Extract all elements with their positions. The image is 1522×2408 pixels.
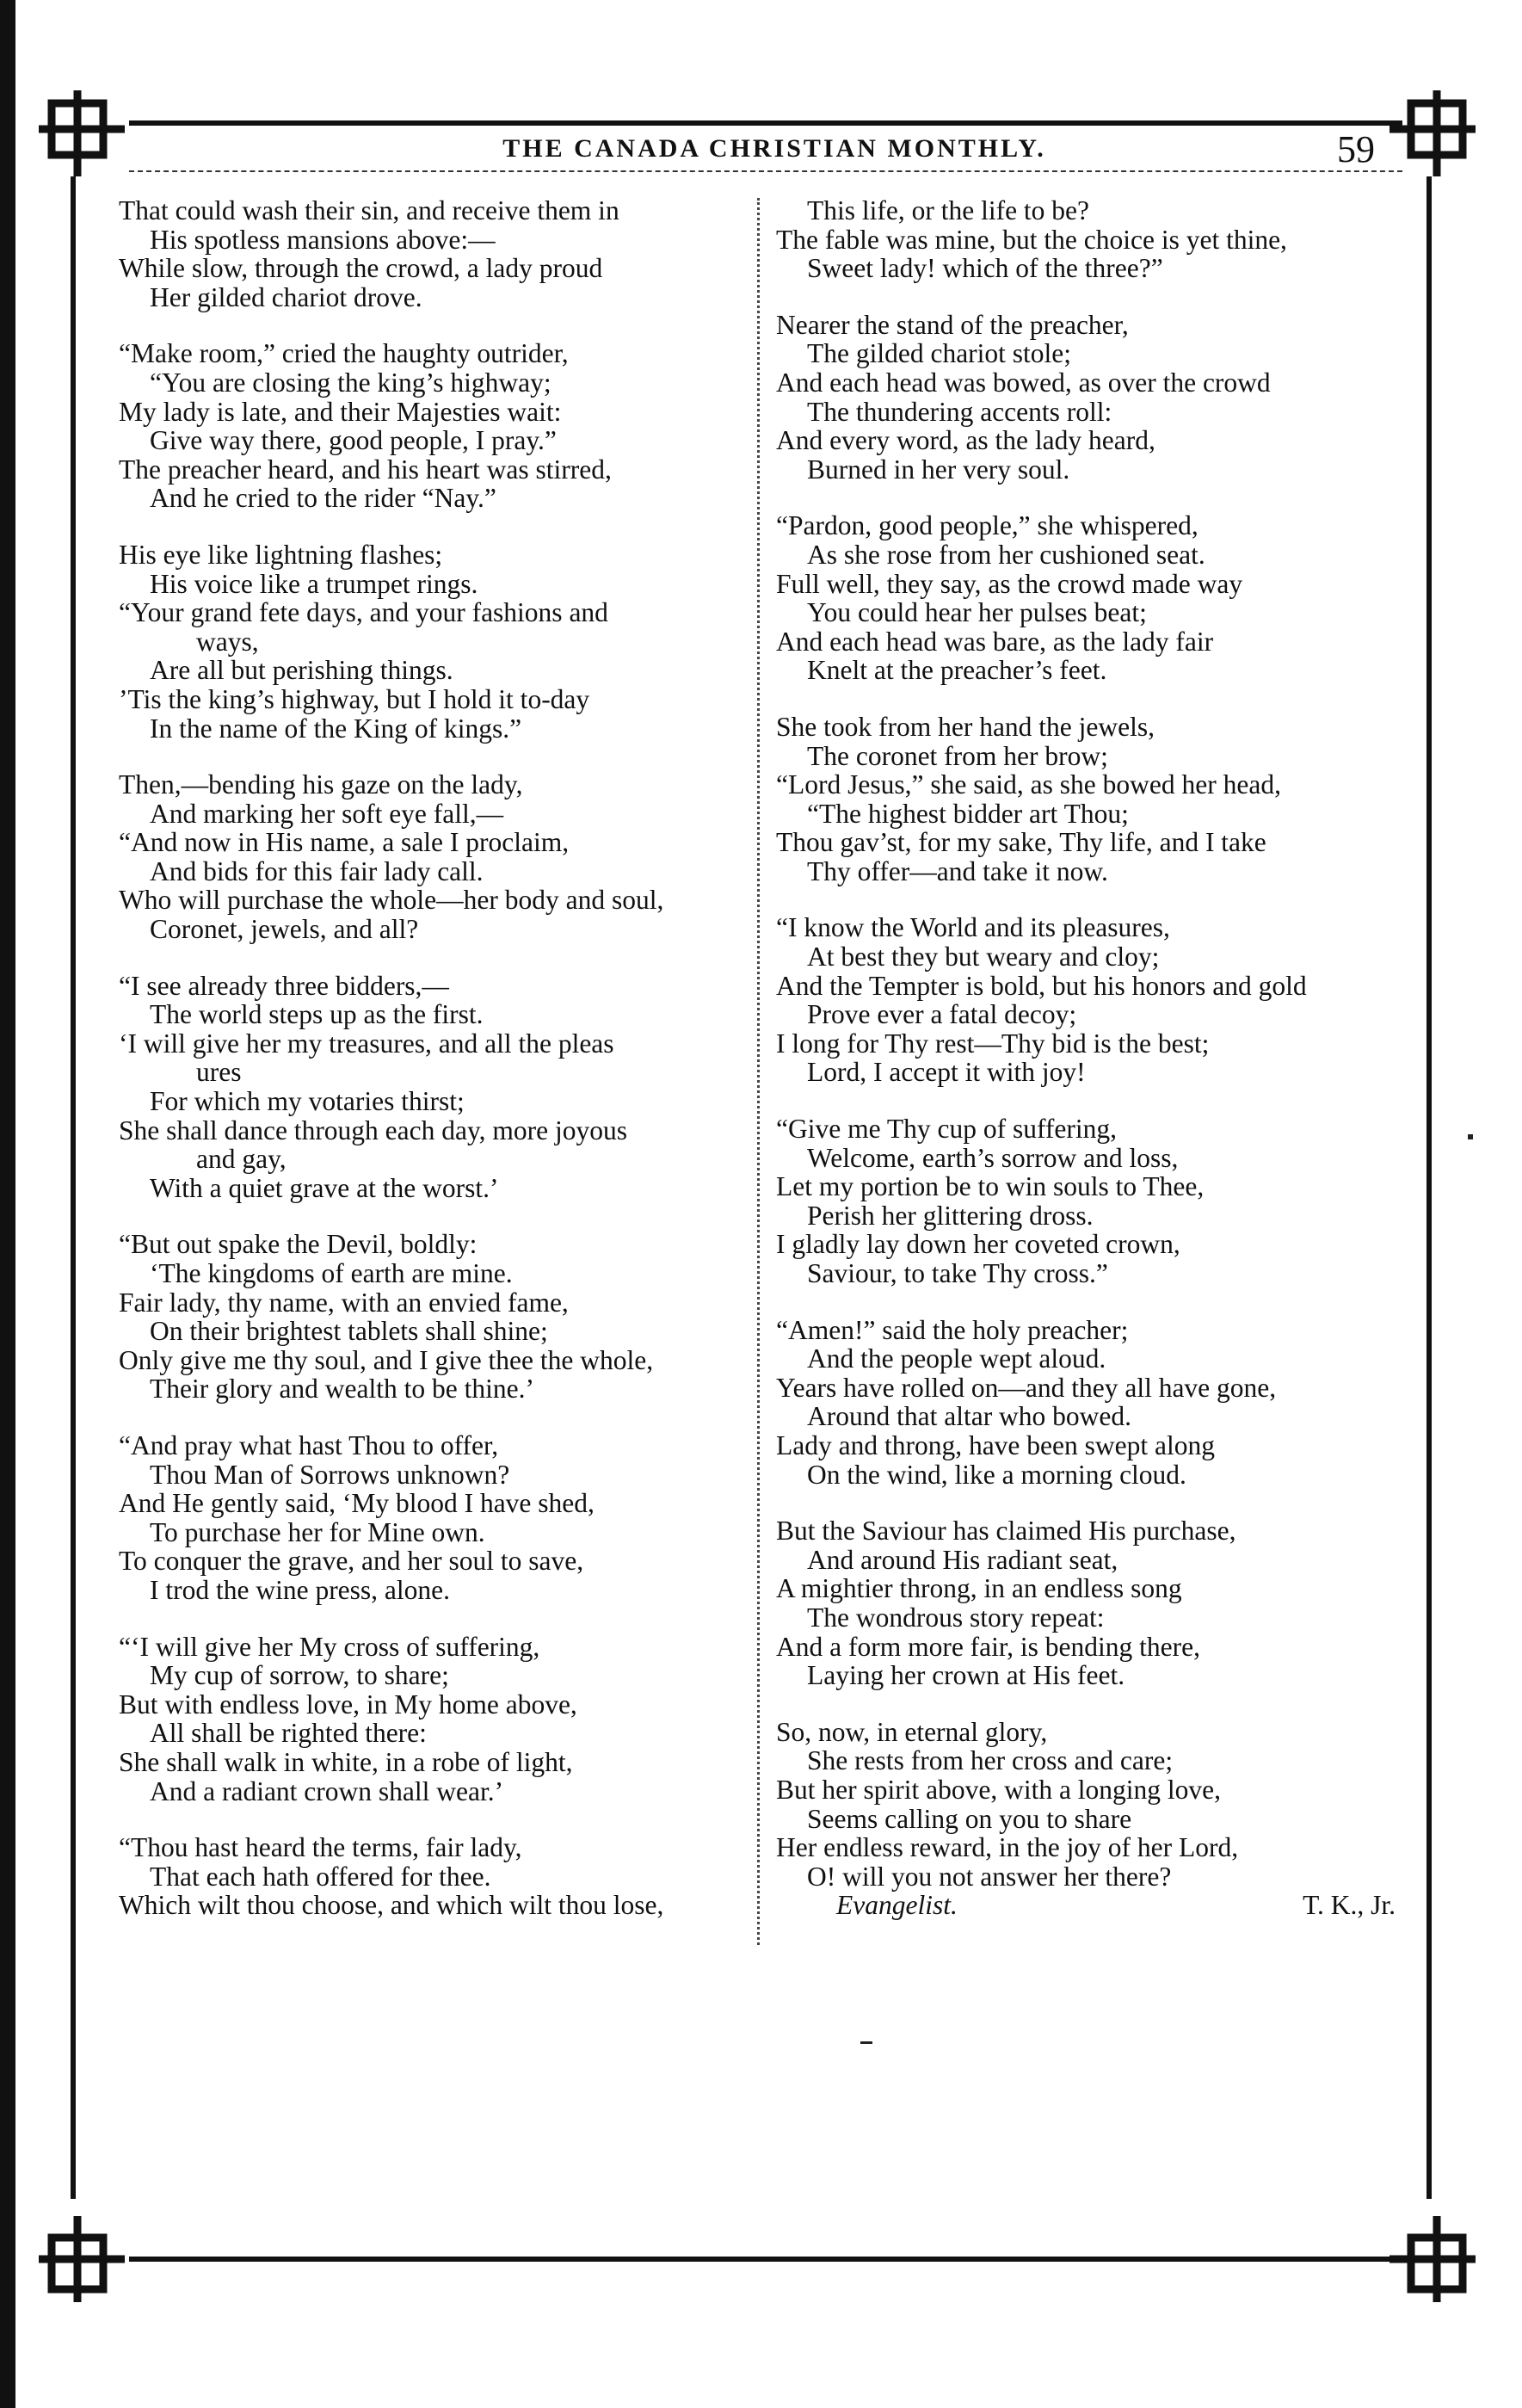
stanza: [776, 511, 1413, 685]
column-divider: [757, 198, 760, 1945]
stanza: [776, 1516, 1413, 1690]
poem-line: Lord, I accept it with joy!: [807, 1057, 1086, 1088]
poem-line: At best they but weary and cloy;: [807, 942, 1160, 972]
poem-line: While slow, through the crowd, a lady proud: [119, 253, 603, 284]
poem-line: “But out spake the Devil, boldly:: [119, 1229, 478, 1260]
poem-line: Full well, they say, as the crowd made way: [776, 568, 1243, 599]
poem-line: Her gilded chariot drove.: [150, 281, 422, 312]
poem-line: My cup of sorrow, to share;: [150, 1660, 449, 1691]
stanza: [119, 1431, 757, 1605]
poem-line: On the wind, like a morning cloud.: [807, 1459, 1186, 1490]
poem-line: That each hath offered for thee.: [150, 1861, 491, 1892]
source-attribution: Evangelist.: [836, 1890, 958, 1921]
stanza: [776, 1718, 1413, 1892]
poem-line: And a form more fair, is bending there,: [776, 1631, 1200, 1662]
poem-line: And around His radiant seat,: [807, 1544, 1118, 1575]
poem-line: All shall be righted there:: [150, 1718, 427, 1749]
poem-line: I gladly lay down her coveted crown,: [776, 1229, 1180, 1260]
running-header: [155, 129, 1394, 170]
poem-line: “Make room,” cried the haughty outrider,: [119, 338, 569, 369]
poem-line: To conquer the grave, and her soul to save,: [119, 1546, 584, 1577]
stanza: [776, 1114, 1413, 1288]
poem-line: Thou Man of Sorrows unknown?: [150, 1459, 510, 1490]
poem-line: With a quiet grave at the worst.’: [150, 1172, 499, 1203]
poem-line: Saviour, to take Thy cross.”: [807, 1258, 1108, 1288]
stanza: [776, 311, 1413, 485]
stray-mark: [860, 2041, 872, 2044]
poem-line: “Amen!” said the holy preacher;: [776, 1314, 1129, 1345]
page-number: 59: [1337, 128, 1375, 170]
frame-bottom-line: [129, 2257, 1402, 2262]
poem-line: That could wash their sin, and receive them in: [119, 195, 619, 225]
poem-line: His spotless mansions above:—: [150, 224, 496, 255]
poem-line: “I know the World and its pleasures,: [776, 912, 1170, 943]
poem-line: Coronet, jewels, and all?: [150, 914, 419, 945]
poem-line: Burned in her very soul.: [807, 454, 1070, 485]
poem-line: The preacher heard, and his heart was stirred,: [119, 454, 612, 485]
poem-line: She took from her hand the jewels,: [776, 711, 1155, 742]
poem-line: Knelt at the preacher’s feet.: [807, 655, 1107, 686]
poem-line: His eye like lightning flashes;: [119, 539, 443, 570]
poem-line: As she rose from her cushioned seat.: [807, 539, 1205, 570]
poem-line: And every word, as the lady heard,: [776, 425, 1155, 456]
stanza: [776, 913, 1413, 1087]
poem-line: “The highest bidder art Thou;: [807, 798, 1129, 829]
poem-line: O! will you not answer her there?: [807, 1861, 1172, 1892]
poem-line: “And now in His name, a sale I proclaim,: [119, 827, 570, 858]
signature-row: [776, 1891, 1413, 1920]
poem-line: Nearer the stand of the preacher,: [776, 309, 1129, 340]
poem-line: “Lord Jesus,” she said, as she bowed her head,: [776, 769, 1281, 800]
poem-line: “And pray what hast Thou to offer,: [119, 1429, 499, 1460]
poem-line: Prove ever a fatal decoy;: [807, 999, 1077, 1030]
stanza: [119, 972, 757, 1203]
stray-mark: [1468, 1134, 1473, 1139]
poem-line: On their brightest tablets shall shine;: [150, 1316, 548, 1347]
poem-line: The gilded chariot stole;: [807, 338, 1072, 369]
poem-line: She shall walk in white, in a robe of light,: [119, 1746, 573, 1777]
poem-line: I long for Thy rest—Thy bid is the best;: [776, 1028, 1210, 1059]
poem-line: ‘I will give her my treasures, and all the pleas: [119, 1028, 614, 1059]
poem-line: And he cried to the rider “Nay.”: [150, 483, 496, 514]
poem-line: And He gently said, ‘My blood I have shed,: [119, 1488, 595, 1519]
stanza: [776, 196, 1413, 283]
poem-line: Thy offer—and take it now.: [807, 855, 1108, 886]
corner-ornament-top-right: [1385, 86, 1480, 181]
poem-line: The fable was mine, but the choice is yet thine,: [776, 224, 1287, 255]
poem-line: My lady is late, and their Majesties wait:: [119, 396, 562, 427]
poem-line: Give way there, good people, I pray.”: [150, 425, 557, 456]
poem-line: ures: [196, 1057, 242, 1088]
frame-top-line: [129, 120, 1402, 126]
poem-line: Then,—bending his gaze on the lady,: [119, 769, 523, 800]
poem-line: Only give me thy soul, and I give thee the whole,: [119, 1344, 654, 1375]
corner-ornament-bottom-right: [1385, 2212, 1480, 2306]
poem-line: And the people wept aloud.: [807, 1343, 1106, 1374]
poem-line: The world steps up as the first.: [150, 999, 484, 1030]
stanza: [776, 1316, 1413, 1490]
poem-line: Laying her crown at His feet.: [807, 1660, 1125, 1691]
poem-line: Years have rolled on—and they all have gone,: [776, 1372, 1277, 1403]
right-column: [776, 196, 1413, 1920]
poem-line: But the Saviour has claimed His purchase,: [776, 1516, 1236, 1547]
book-spine-shadow: [0, 0, 15, 2408]
poem-line: “Give me Thy cup of suffering,: [776, 1114, 1117, 1145]
poem-line: Who will purchase the whole—her body and soul,: [119, 885, 664, 916]
poem-line: “I see already three bidders,—: [119, 970, 449, 1001]
stanza: [119, 1833, 757, 1920]
poem-line: For which my votaries thirst;: [150, 1086, 465, 1117]
running-title: THE CANADA CHRISTIAN MONTHLY.: [502, 134, 1046, 163]
corner-ornament-bottom-left: [34, 2212, 129, 2306]
poem-line: Let my portion be to win souls to Thee,: [776, 1171, 1205, 1202]
poem-line: And a radiant crown shall wear.’: [150, 1775, 504, 1806]
frame-right-line: [1426, 176, 1432, 2199]
poem-line: Thou gav’st, for my sake, Thy life, and I take: [776, 827, 1266, 858]
stanza: [119, 1230, 757, 1404]
poem-line: Perish her glittering dross.: [807, 1200, 1094, 1231]
poem-line: Fair lady, thy name, with an envied fame,: [119, 1287, 569, 1318]
poem-line: But with endless love, in My home above,: [119, 1689, 577, 1720]
poem-line: The thundering accents roll:: [807, 396, 1112, 427]
stanza: [119, 770, 757, 944]
poem-line: “Thou hast heard the terms, fair lady,: [119, 1832, 522, 1863]
poem-line: Are all but perishing things.: [150, 655, 453, 686]
stanza: [119, 339, 757, 513]
poem-line: ’Tis the king’s highway, but I hold it to-day: [119, 683, 590, 714]
poem-line: Around that altar who bowed.: [807, 1401, 1132, 1432]
poem-line: His voice like a trumpet rings.: [150, 568, 478, 599]
poem-line: “Your grand fete days, and your fashions and: [119, 597, 608, 628]
header-rule: [129, 170, 1402, 174]
poem-line: She shall dance through each day, more joyous: [119, 1114, 628, 1145]
poem-line: “Pardon, good people,” she whispered,: [776, 510, 1198, 541]
author-signature: T. K., Jr.: [1303, 1890, 1396, 1921]
poem-line: I trod the wine press, alone.: [150, 1574, 451, 1605]
poem-line: “You are closing the king’s highway;: [150, 367, 551, 398]
poem-line: And bids for this fair lady call.: [150, 855, 484, 886]
stanza: [119, 540, 757, 743]
poem-line: The wondrous story repeat:: [807, 1602, 1105, 1633]
poem-line: A mightier throng, in an endless song: [776, 1573, 1182, 1604]
poem-line: “‘I will give her My cross of suffering,: [119, 1631, 540, 1662]
poem-line: In the name of the King of kings.”: [150, 713, 522, 744]
poem-line: ways,: [196, 626, 259, 657]
poem-line: The coronet from her brow;: [807, 740, 1108, 771]
stanza: [119, 1633, 757, 1806]
poem-line: And marking her soft eye fall,—: [150, 798, 504, 829]
stanza: [119, 196, 757, 312]
poem-line: But her spirit above, with a longing love,: [776, 1774, 1222, 1805]
poem-line: Sweet lady! which of the three?”: [807, 253, 1163, 284]
stanza: [776, 713, 1413, 886]
frame-left-line: [71, 176, 76, 2199]
poem-line: Seems calling on you to share: [807, 1803, 1132, 1834]
poem-line: And each head was bare, as the lady fair: [776, 626, 1214, 657]
poem-line: So, now, in eternal glory,: [776, 1716, 1048, 1747]
corner-ornament-top-left: [34, 86, 129, 181]
poem-line: and gay,: [196, 1144, 287, 1175]
poem-line: She rests from her cross and care;: [807, 1745, 1174, 1776]
left-column: [119, 196, 757, 1948]
poem-line: And the Tempter is bold, but his honors and gold: [776, 970, 1307, 1001]
poem-line: And each head was bowed, as over the crowd: [776, 367, 1271, 398]
poem-line: Which wilt thou choose, and which wilt thou lose,: [119, 1890, 664, 1921]
poem-line: To purchase her for Mine own.: [150, 1516, 485, 1547]
poem-line: Her endless reward, in the joy of her Lord,: [776, 1832, 1239, 1863]
poem-line: Welcome, earth’s sorrow and loss,: [807, 1142, 1179, 1173]
poem-line: You could hear her pulses beat;: [807, 597, 1147, 628]
poem-line: ‘The kingdoms of earth are mine.: [150, 1258, 513, 1288]
poem-line: Lady and throng, have been swept along: [776, 1429, 1215, 1460]
poem-line: This life, or the life to be?: [807, 195, 1090, 225]
poem-line: Their glory and wealth to be thine.’: [150, 1374, 534, 1405]
